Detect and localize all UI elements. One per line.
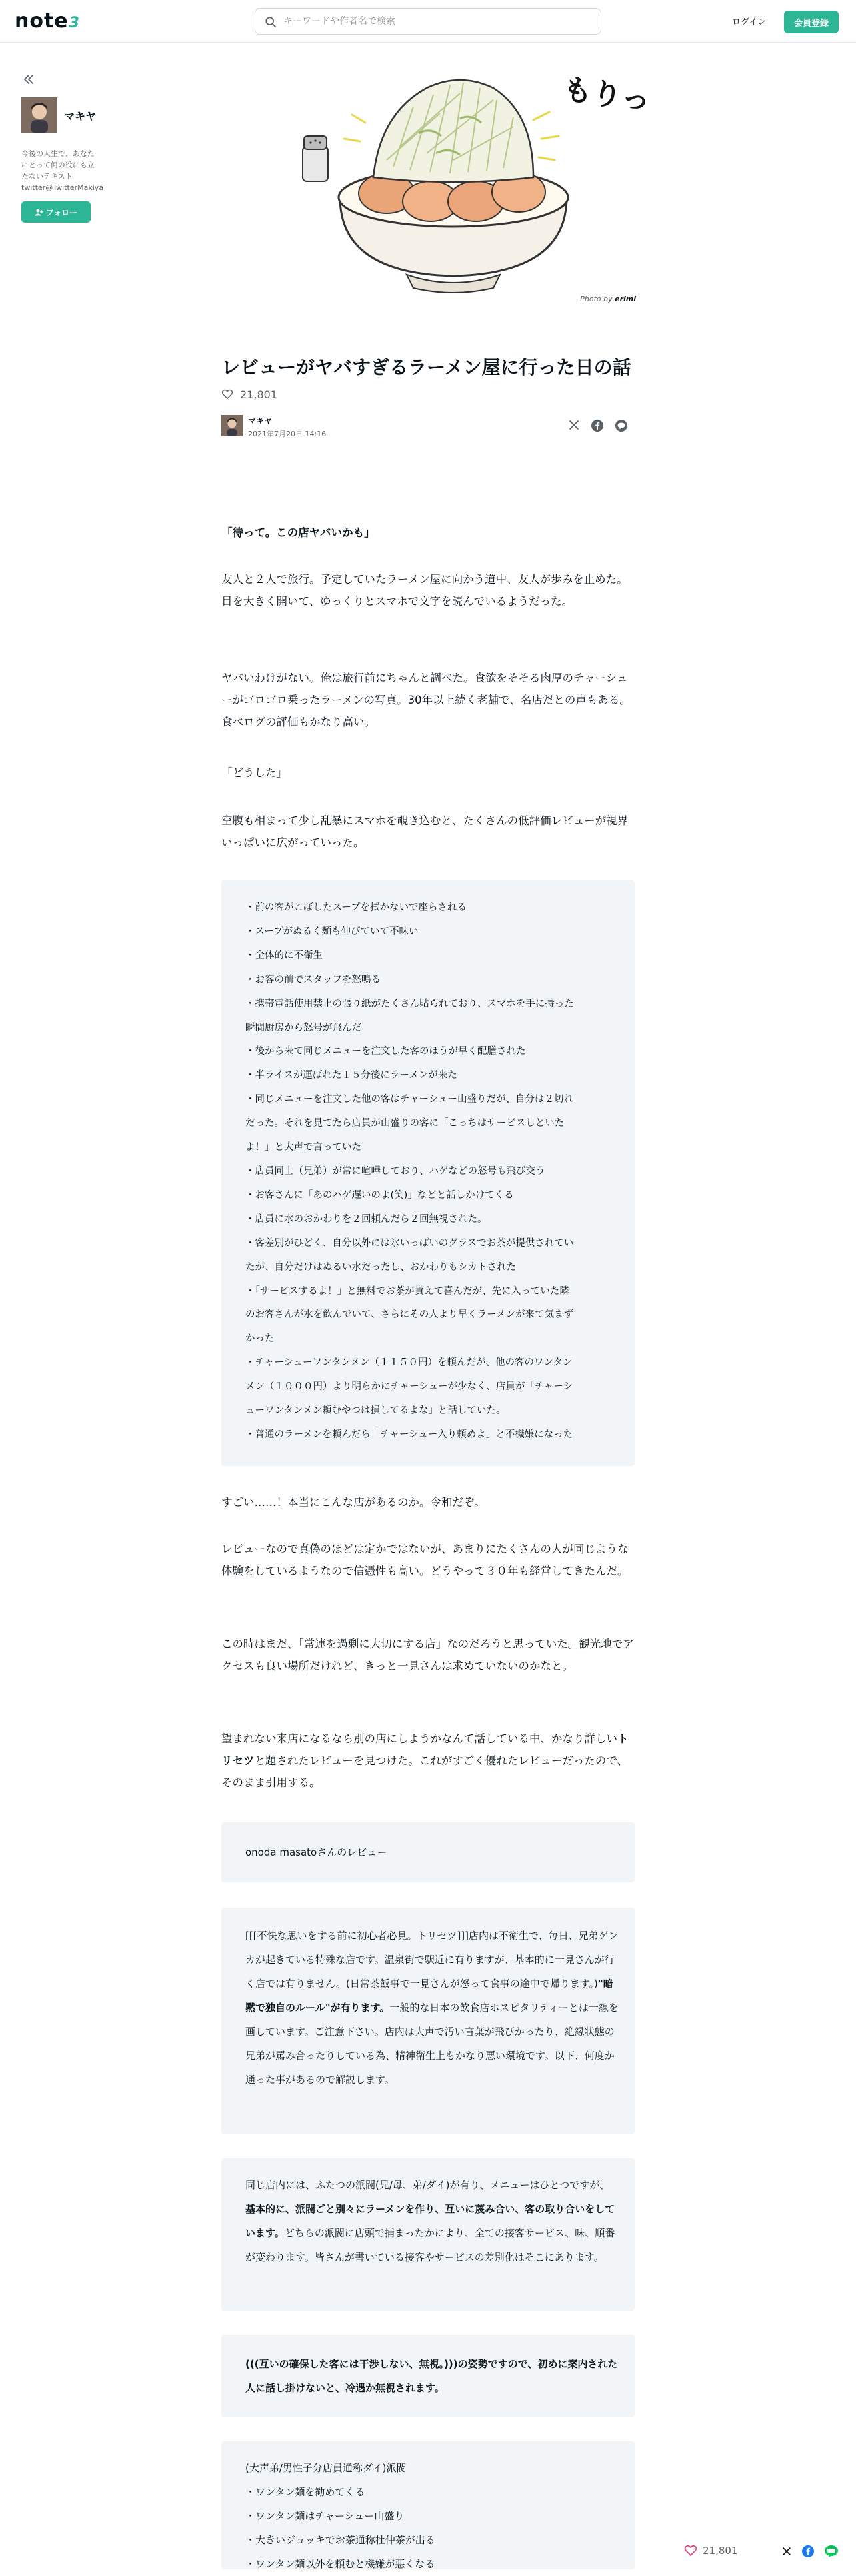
torisetsu-emphasis: トリセツ xyxy=(221,1732,629,1767)
review-list-item: ・後から来て同じメニューを注文した客のほうが早く配膳された xyxy=(245,1046,526,1057)
review-list-item: ・店員同士（兄弟）が常に喧嘩しており、ハゲなどの怒号も飛び交う xyxy=(245,1165,545,1177)
quote-block-3 xyxy=(221,2335,635,2417)
add-user-icon xyxy=(35,208,43,217)
x-share-icon[interactable] xyxy=(568,419,580,431)
facebook-share-icon[interactable] xyxy=(801,2545,815,2558)
author-name[interactable]: マキヤ xyxy=(248,416,273,426)
search-input[interactable] xyxy=(283,9,590,34)
note-logo[interactable]: note3 xyxy=(15,9,80,33)
faction-list-item: ・ワンタン麺を勧めてくる xyxy=(245,2486,365,2498)
review-list-item: ・普通のラーメンを頼んだら「チャーシュー入り頼めよ」と不機嫌になった xyxy=(245,1429,573,1440)
review-list-item: ・お客の前でスタッフを怒鳴る xyxy=(245,974,381,985)
review-list-item: ・「サービスするよ！」と無料でお茶が貰えて喜んだが、先に入っていた隣 xyxy=(245,1285,569,1297)
heart-icon[interactable] xyxy=(684,2544,697,2557)
review-list-item: ・同じメニューを注文した他の客はチャーシュー山盛りだが、自分は２切れ xyxy=(245,1094,573,1105)
like-area[interactable] xyxy=(221,387,277,402)
publish-date: 2021年7月20日 14:16 xyxy=(248,430,327,438)
review-list-item: のお客さんが水を飲んでいて、さらにその人より早くラーメンが来て気まず xyxy=(245,1309,573,1321)
x-share-icon[interactable] xyxy=(781,2546,792,2557)
hero-illustration xyxy=(293,53,653,308)
floating-like[interactable] xyxy=(684,2544,738,2557)
quote-text-2: 同じ店内には、ふたつの派閥(兄/母、弟/ダイ)が有り、メニューはひとつですが、基本的に、派閥ごと別々にラーメンを作り、互いに蔑み合い、客の取り合いをしています。どちらの派閥に店頭で捕まったかにより、全ての接客サービス、味、順番が変わります。皆さんが書いている接客やサービスの差別化はそこにあります。 xyxy=(245,2179,615,2263)
quote-block-2 xyxy=(221,2158,635,2311)
review-list-item: ・スープがぬるく麺も伸びていて不味い xyxy=(245,926,419,937)
article-title: レビューがヤバすぎるラーメン屋に行った日の話 xyxy=(221,356,631,378)
review-list-item: ・前の客がこぼしたスープを拭かないで座らされる xyxy=(245,902,467,913)
review-list-item: ・半ライスが運ばれた１５分後にラーメンが来た xyxy=(245,1070,457,1081)
review-summary-block xyxy=(221,880,635,1466)
follow-button-label: フォロー xyxy=(45,207,78,217)
login-link[interactable]: ログイン xyxy=(732,17,767,27)
search-box[interactable] xyxy=(255,8,601,35)
follow-button[interactable] xyxy=(21,201,91,223)
paragraph-7: レビューなので真偽のほどは定かではないが、あまりにたくさんの人が同じような体験をしているようなので信憑性も高い。どうやって３０年も経営してきたんだ。 xyxy=(221,1543,629,1577)
photo-credit-author[interactable]: erimi xyxy=(615,295,636,303)
review-list-item: ューワンタンメン頼むやつは損してるよな」と話していた。 xyxy=(245,1405,506,1417)
review-list-item: ・チャーシューワンタンメン（１１５０円）を頼んだが、他の客のワンタン xyxy=(245,1357,573,1369)
review-list-item: メン（１０００円）より明らかにチャーシューが少なく、店員が「チャーシ xyxy=(245,1381,573,1393)
review-list-item: かった xyxy=(245,1333,275,1345)
faction-list-item: (大声弟/男性子分店員通称ダイ)派閥 xyxy=(245,2462,407,2474)
ramen-illustration xyxy=(293,53,653,308)
quote-text-3: (((互いの確保した客には干渉しない、無視。)))の姿勢ですので、初めに案内された人に話し掛けないと、冷遇か無視されます。 xyxy=(245,2358,618,2394)
review-list-item: ・携帯電話使用禁止の張り紙がたくさん貼られており、スマホを手に持った xyxy=(245,998,574,1009)
review-list-item: だった。それを見てたら店員が山盛りの客に「こっちはサービスしといた xyxy=(245,1118,565,1129)
review-list-item: ・客差別がひどく、自分以外には氷いっぱいのグラスでお茶が提供されてい xyxy=(245,1237,574,1249)
faction-list xyxy=(245,2456,619,2576)
paragraph-6: すごい……！本当にこんな店があるのか。令和だぞ。 xyxy=(221,1496,485,1509)
onomatopoeia-text: もりっ xyxy=(561,72,653,118)
faction-list-item: ・ワンタン麺以外を頼むと機嫌が悪くなる xyxy=(245,2558,435,2570)
paragraph-3: ヤバいわけがない。俺は旅行前にちゃんと調べた。食欲をそそる肉厚のチャーシューがゴロゴロ乗ったラーメンの写真。30年以上続く老舗で、名店だとの声もある。食べログの評価もかなり高い。 xyxy=(221,672,631,728)
review-list-item: ・お客さんに「あのハゲ遅いのよ(笑)」などと話しかけてくる xyxy=(245,1189,514,1201)
paragraph-9: 望まれない来店になるなら別の店にしようかなんて話している中、かなり詳しいトリセツと題されたレビューを見つけた。これがすごく優れたレビューだったので、そのまま引用する。 xyxy=(221,1732,629,1789)
line-share-icon[interactable] xyxy=(824,2545,839,2558)
anniversary-mark: 3 xyxy=(69,15,80,31)
author-avatar[interactable] xyxy=(221,415,243,436)
review-list-item: ・全体的に不衛生 xyxy=(245,950,323,961)
signup-button[interactable]: 会員登録 xyxy=(784,11,839,33)
paragraph-4: 「どうした」 xyxy=(221,766,287,779)
paragraph-1: 「待って。この店ヤバいかも」 xyxy=(221,526,375,539)
floating-like-count: 21,801 xyxy=(703,2545,738,2557)
quote-block-1 xyxy=(221,1908,635,2134)
like-count: 21,801 xyxy=(240,388,277,401)
review-list-item: たが、自分だけはぬるい水だったし、おかわりもシカトされた xyxy=(245,1261,516,1273)
facebook-share-icon[interactable] xyxy=(591,419,604,432)
review-list-item: ・店員に水のおかわりを２回頼んだら２回無視された。 xyxy=(245,1213,487,1225)
paragraph-2: 友人と２人で旅行。予定していたラーメン屋に向かう道中、友人が歩みを止めた。目を大きく開いて、ゆっくりとスマホで文字を読んでいるようだった。 xyxy=(221,573,628,608)
review-list xyxy=(245,896,619,1447)
line-share-icon[interactable] xyxy=(615,419,628,432)
quote-block-4 xyxy=(221,2441,635,2569)
faction-list-item: ・大きいジョッキでお茶通称杜仲茶が出る xyxy=(245,2534,435,2546)
quote-text-1: [[[不快な思いをする前に初心者必見。トリセツ]]]店内は不衛生で、毎日、兄弟ゲンカが起きている特殊な店です。温泉街で駅近に有りますが、基本的に一見さんが行く店では有りません。(日常茶飯事で一見さんが怒って食事の途中で帰ります。)"暗黙で独自のルール"が有ります。一般的な日本の飲食店ホスピタリティーとは一線を画しています。ご注意下さい。店内は大声で汚い言葉が飛びかったり、絶縁状態の兄弟が罵み合ったりしている為、精神衛生上もかなり悪い環境です。以下、何度か通った事があるので解説します。 xyxy=(245,1930,619,2086)
faction-list-item: ・ワンタン麺はチャーシュー山盛り xyxy=(245,2510,405,2522)
site-header xyxy=(0,0,856,43)
heart-icon[interactable] xyxy=(221,388,233,400)
sidebar-author-bio: 今後の人生で、あなたにとって何の役にも立たないテキスト twitter@TwitterMakiya xyxy=(21,149,104,192)
photo-credit: Photo by erimi xyxy=(580,295,636,303)
sidebar-author-avatar[interactable] xyxy=(21,97,57,133)
review-author-block xyxy=(221,1822,635,1882)
review-list-item: 瞬間厨房から怒号が飛んだ xyxy=(245,1022,361,1033)
search-icon xyxy=(265,16,277,28)
sidebar-author-name[interactable]: マキヤ xyxy=(64,110,97,123)
paragraph-5: 空腹も相まって少し乱暴にスマホを覗き込むと、たくさんの低評価レビューが視界いっぱいに広がっていった。 xyxy=(221,814,629,849)
review-author: onoda masatoさんのレビュー xyxy=(245,1846,387,1858)
paragraph-8: この時はまだ、「常連を過剰に大切にする店」なのだろうと思っていた。観光地でアクセスも良い場所だけれど、きっと一見さんは求めていないのかなと。 xyxy=(221,1638,634,1672)
review-list-item: よ！」と大声で言っていた xyxy=(245,1142,361,1153)
double-chevron-left-icon[interactable] xyxy=(21,72,36,87)
